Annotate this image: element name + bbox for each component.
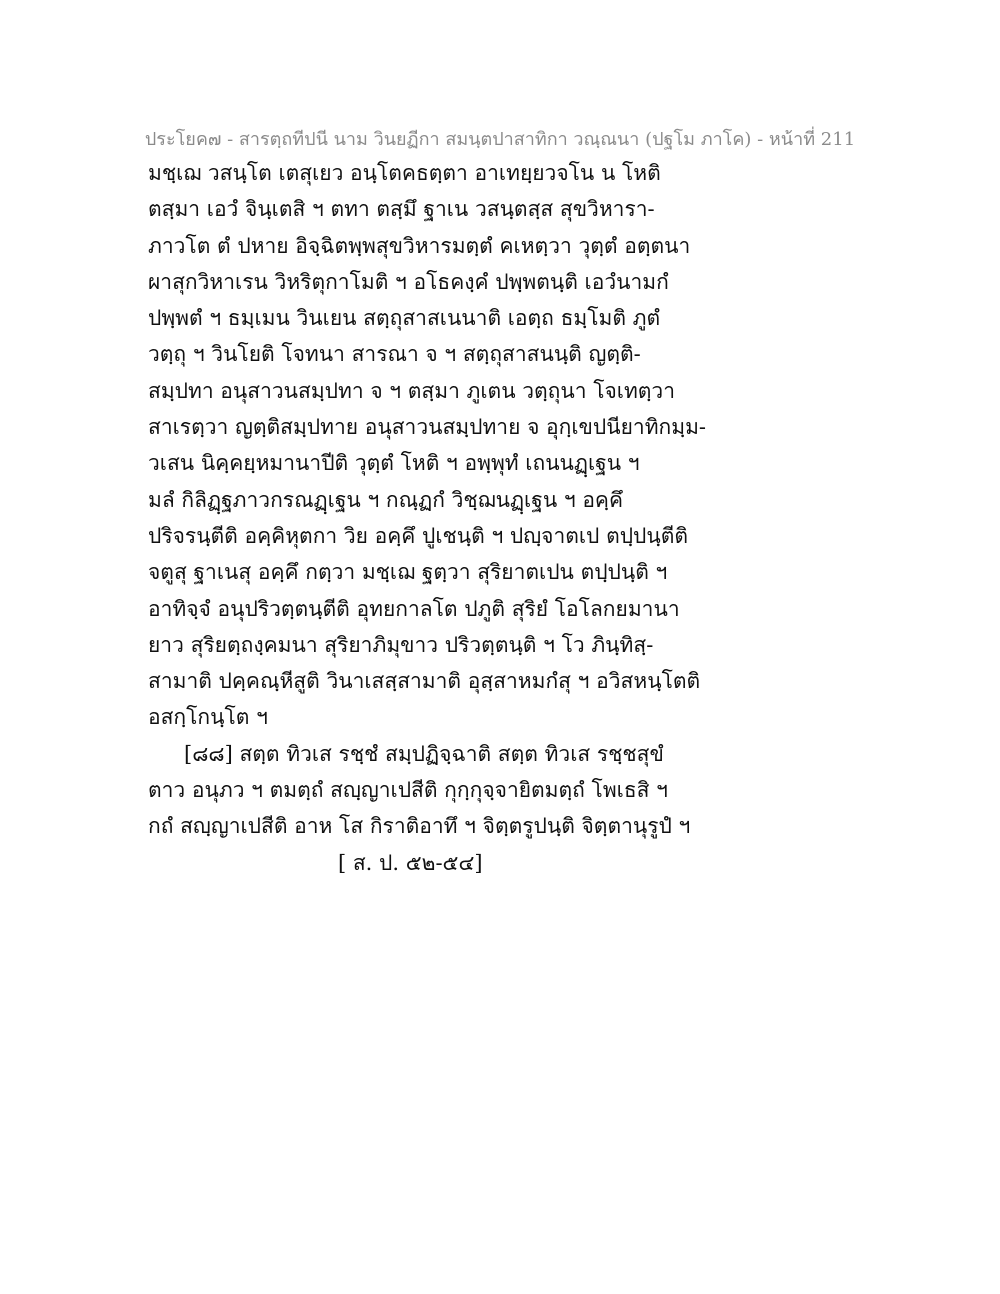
- text-line: วตฺถุ ฯ วินโยติ โจทนา สารณา จ ฯ สตฺถุสาสนนฺติ ญตฺติ-: [148, 342, 641, 367]
- text-line: อสกฺโกนฺโต ฯ: [148, 705, 268, 730]
- text-line: ปพฺพตํ ฯ ธมฺเมน วินเยน สตฺถุสาสเนนาติ เอตฺถ ธมฺโมติ ภูตํ: [148, 306, 661, 331]
- paragraph-start-line: [๘๘] สตฺต ทิวเส รชฺชํ สมฺปฏิจฺฉาติ สตฺต ทิวเส รชฺชสุขํ: [184, 741, 664, 766]
- text-line: มชฺเฌ วสนฺโต เตสุเยว อนฺโตคธตฺตา อาเทยฺยวจโน น โหติ: [148, 161, 661, 185]
- body-text: [148, 155, 707, 881]
- text-line: สมฺปทา อนุสาวนสมฺปทา จ ฯ ตสฺมา ภูเตน วตฺถุนา โจเทตฺวา: [148, 378, 676, 403]
- text-line: สามาติ ปคฺคณฺหีสูติ วินาเสสฺสามาติ อุสฺสาหมกํสุ ฯ อวิสหนฺโตติ: [148, 669, 701, 694]
- text-line: ตสฺมา เอวํ จินฺเตสิ ฯ ตทา ตสฺมึ ฐาเน วสนฺตสฺส สุขวิหารา-: [148, 197, 655, 222]
- text-line: ตาว อนุภว ฯ ตมตฺถํ สญฺญาเปสีติ กุกฺกุจฺจายิตมตฺถํ โพเธสิ ฯ: [148, 778, 668, 803]
- text-line: อาทิจฺจํ อนุปริวตฺตนฺตีติ อุทยกาลโต ปภูติ สุริยํ โอโลกยมานา: [148, 596, 680, 621]
- text-line: ปริจรนฺตีติ อคฺคิหุตกา วิย อคฺคึ ปูเชนฺติ ฯ ปญฺจาตเป ตปฺปนฺตีติ: [148, 523, 688, 548]
- text-line: ภาวโต ตํ ปหาย อิจฺฉิตพฺพสุขวิหารมตฺตํ คเหตฺวา วุตฺตํ อตฺตนา: [148, 233, 691, 258]
- text-line: จตูสุ ฐาเนสุ อคฺคึ กตฺวา มชฺเฌ ฐตฺวา สุริยาตเปน ตปฺปนฺติ ฯ: [148, 560, 668, 585]
- text-line: ผาสุกวิหาเรน วิหริตุกาโมติ ฯ อโธคงฺคํ ปพฺพตนฺติ เอวํนามกํ: [148, 269, 669, 294]
- text-line: มลํ กิลิฏฺฐภาวกรณฏฺเฐน ฯ กณฺฏกํ วิชฺฌนฏฺเฐน ฯ อคฺคึ: [148, 487, 624, 512]
- text-line: ยาว สุริยตฺถงฺคมนา สุริยาภิมุขาว ปริวตฺตนฺติ ฯ โว ภินฺทิสฺ-: [148, 632, 654, 657]
- text-line: วเสน นิคฺคยฺหมานาปีติ วุตฺตํ โหติ ฯ อพฺพุทํ เถนนฏฺเฐน ฯ: [148, 451, 640, 476]
- text-line: สาเรตฺวา ญตฺติสมฺปทาย อนุสาวนสมฺปทาย จ อุกฺเขปนียาทิกมฺม-: [148, 415, 707, 440]
- page-header: ประโยค๗ - สารตฺถทีปนี นาม วินยฏีกา สมนฺตปาสาทิกา วณฺณนา (ปฐโม ภาโค) - หน้าที่ 211: [144, 129, 856, 150]
- reference-citation: [ ส. ป. ๕๒-๕๔]: [338, 850, 483, 875]
- text-line: กถํ สญฺญาเปสีติ อาห โส กิราติอาทึ ฯ จิตฺตรูปนฺติ จิตฺตานุรูปํ ฯ: [148, 814, 691, 839]
